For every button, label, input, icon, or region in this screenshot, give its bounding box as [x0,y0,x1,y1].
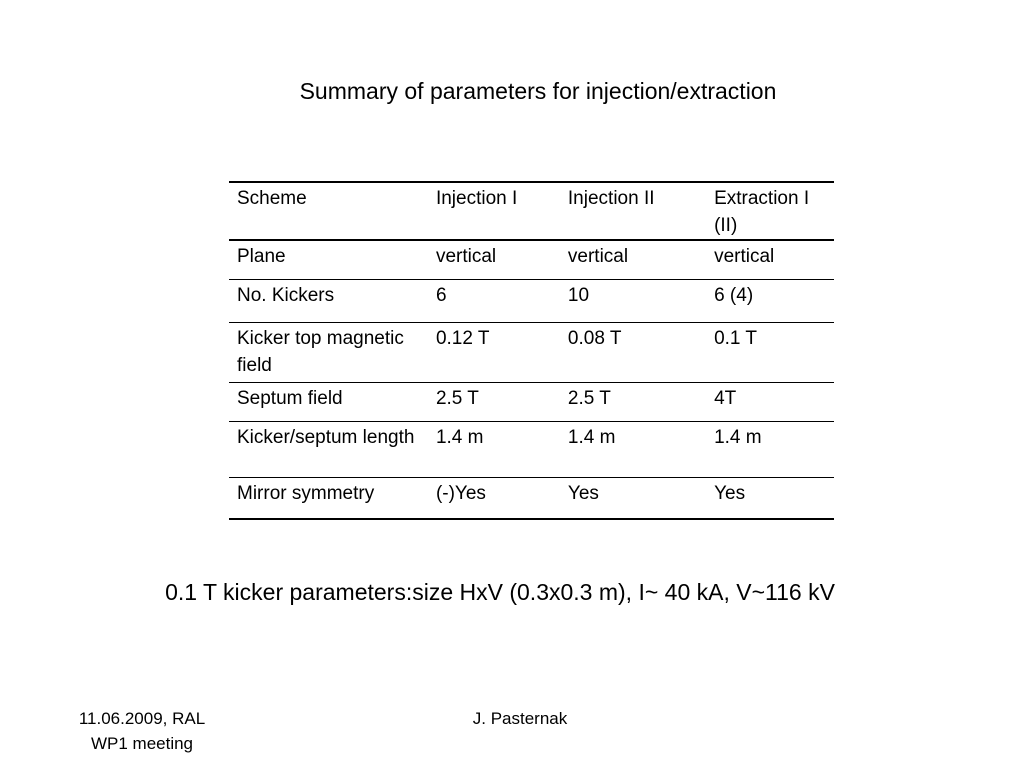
table-cell: Plane [237,246,286,267]
table-cell: vertical [714,246,775,267]
table-row [229,322,834,382]
table-cell: Kicker top magnetic field [237,327,404,376]
table-cell: 2.5 T [435,387,479,409]
table-cell: 0.08 T [567,327,622,349]
table-cell: 0.1 T [714,327,758,349]
table-cell: vertical [435,246,497,267]
table-cell: 10 [567,284,590,306]
table-cell: Yes [714,482,746,504]
table-row [229,240,834,279]
slide-title: Summary of parameters for injection/extraction [299,78,777,104]
table-row [229,421,834,477]
header-cell: Extraction I (II) [714,188,810,236]
parameters-table [229,181,834,520]
table-cell: 1.4 m [567,426,616,448]
table-row [229,477,834,519]
table-cell: 1.4 m [435,426,484,448]
table-cell: 1.4 m [714,426,762,448]
table-cell: 2.5 T [567,387,611,409]
table-cell: Mirror symmetry [237,482,375,504]
table-cell: vertical [567,246,629,267]
footer-date-line: 11.06.2009, RAL [78,709,206,728]
footer-author: J. Pasternak [472,709,568,728]
table-cell: No. Kickers [237,284,335,306]
header-cell: Injection II [567,188,655,209]
table-cell: Yes [567,482,599,504]
header-cell: Scheme [237,188,307,209]
table-cell: 6 (4) [714,284,754,306]
table-row [229,382,834,421]
table-cell: (-)Yes [435,482,486,504]
table-cell: Kicker/septum length [237,426,415,448]
table-row [229,279,834,322]
footer-date-venue [52,706,232,756]
footer-meeting-line: WP1 meeting [90,734,194,753]
header-cell: Injection I [435,188,518,209]
table-cell: Septum field [237,387,343,409]
kicker-parameters-note: 0.1 T kicker parameters:size HxV (0.3x0.3 m), I~ 40 kA, V~116 kV [165,579,835,605]
table-cell: 0.12 T [435,327,490,349]
table-header-row [229,182,834,240]
table-cell: 6 [435,284,447,306]
table-cell: 4T [714,387,737,409]
